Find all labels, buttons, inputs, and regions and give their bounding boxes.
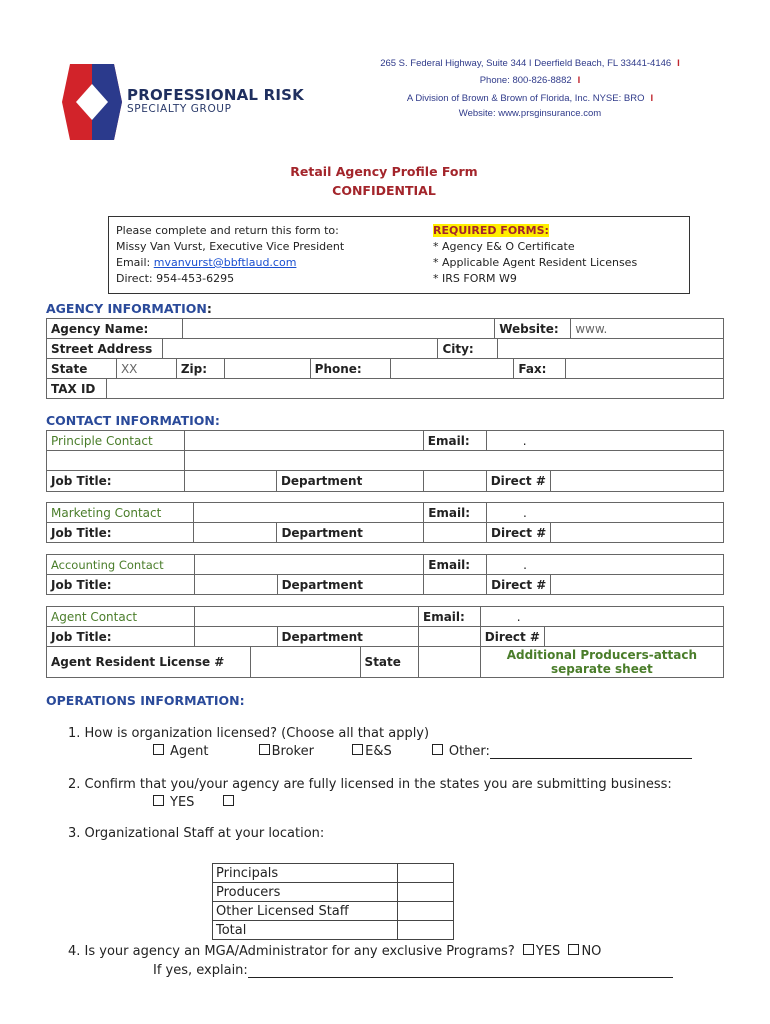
phone-label: Phone:: [310, 359, 390, 379]
principle-spacer: [47, 451, 185, 471]
accounting-job-title-field[interactable]: [194, 575, 277, 595]
agent-email-field[interactable]: .: [480, 607, 723, 627]
city-label: City:: [438, 339, 498, 359]
accounting-contact-field[interactable]: [194, 555, 424, 575]
marketing-direct-field[interactable]: [551, 523, 724, 543]
staff-principals-field[interactable]: [397, 864, 453, 883]
form-subtitle: CONFIDENTIAL: [332, 183, 436, 198]
staff-total-label: Total: [213, 921, 398, 940]
agent-license-label: Agent Resident License #: [47, 647, 251, 678]
header-website: Website: www.prsginsurance.com: [458, 108, 602, 119]
principle-email-field[interactable]: .: [486, 431, 723, 451]
principle-contact-label: Principle Contact: [47, 431, 185, 451]
accounting-direct-label: Direct #: [487, 575, 551, 595]
agency-name-field[interactable]: [182, 319, 494, 339]
marketing-job-title-field[interactable]: [194, 523, 277, 543]
explain-row: [153, 963, 673, 978]
q4-no-checkbox[interactable]: [568, 944, 579, 955]
instruction-text: Please complete and return this form to: Missy Van Vurst, Executive Vice President Email: mvanvurst@bbftlaud.com Direct: 954-453-6295: [116, 224, 345, 285]
company-logo-icon: [62, 64, 122, 140]
agent-contact-field[interactable]: [194, 607, 418, 627]
agent-job-title-field[interactable]: [194, 627, 277, 647]
state-row: [46, 358, 724, 379]
principle-job-title-field[interactable]: [184, 471, 276, 492]
marketing-direct-label: Direct #: [487, 523, 551, 543]
principle-direct-label: Direct #: [486, 471, 550, 492]
q4-yes-checkbox[interactable]: [523, 944, 534, 955]
agency-table: [46, 318, 724, 339]
agency-name-row: [47, 319, 724, 339]
principle-contact-field[interactable]: [184, 431, 423, 451]
agent-state-field[interactable]: [419, 647, 481, 678]
accounting-contact-label: Accounting Contact: [47, 555, 195, 575]
tax-id-label: TAX ID: [47, 379, 107, 399]
city-field[interactable]: [498, 339, 724, 359]
accounting-job-title-label: Job Title:: [47, 575, 195, 595]
fax-field[interactable]: [566, 359, 724, 379]
marketing-email-field[interactable]: .: [487, 503, 724, 523]
agent-license-field[interactable]: [250, 647, 360, 678]
operations-section-title: OPERATIONS INFORMATION:: [46, 693, 245, 708]
agent-email-label: Email:: [419, 607, 481, 627]
agent-department-field[interactable]: [419, 627, 481, 647]
principle-direct-field[interactable]: [550, 471, 723, 492]
state-label: State: [47, 359, 117, 379]
question-2: 2. Confirm that you/your agency are fully licensed in the states you are submitting business:: [68, 777, 672, 792]
principle-job-title-label: Job Title:: [47, 471, 185, 492]
zip-label: Zip:: [176, 359, 224, 379]
broker-checkbox[interactable]: [259, 744, 270, 755]
marketing-contact-label: Marketing Contact: [47, 503, 194, 523]
agent-direct-label: Direct #: [480, 627, 544, 647]
marketing-contact-field[interactable]: [194, 503, 424, 523]
staff-producers-field[interactable]: [397, 883, 453, 902]
accounting-department-field[interactable]: [424, 575, 487, 595]
accounting-email-label: Email:: [424, 555, 487, 575]
agent-department-label: Department: [277, 627, 418, 647]
staff-other-field[interactable]: [397, 902, 453, 921]
staff-principals-label: Principals: [213, 864, 398, 883]
es-checkbox[interactable]: [352, 744, 363, 755]
website-field[interactable]: www.: [571, 319, 724, 339]
street-label: Street Address: [47, 339, 163, 359]
header-address: 265 S. Federal Highway, Suite 344 I Deerfield Beach, FL 33441-4146 I: [380, 58, 680, 69]
question-4: 4. Is your agency an MGA/Administrator for any exclusive Programs? YES NO: [68, 944, 602, 959]
accounting-department-label: Department: [277, 575, 424, 595]
street-field[interactable]: [162, 339, 437, 359]
staff-total-field[interactable]: [397, 921, 453, 940]
q1-es-option[interactable]: E&S: [352, 744, 392, 759]
accounting-contact-table: [46, 554, 724, 595]
agent-direct-field[interactable]: [544, 627, 723, 647]
marketing-email-label: Email:: [424, 503, 487, 523]
agent-contact-label: Agent Contact: [47, 607, 195, 627]
q4-yes-option[interactable]: YES: [523, 944, 560, 959]
fax-label: Fax:: [514, 359, 566, 379]
marketing-job-title-label: Job Title:: [47, 523, 194, 543]
required-forms: REQUIRED FORMS: * Agency E& O Certificate * Applicable Agent Resident Licenses * IRS FORM W9: [433, 224, 638, 285]
agent-job-title-label: Job Title:: [47, 627, 195, 647]
q1-broker-option[interactable]: Broker: [259, 744, 314, 759]
principle-spacer-field[interactable]: [184, 451, 723, 471]
principle-contact-table: [46, 430, 724, 492]
required-forms-title: REQUIRED FORMS:: [433, 224, 549, 237]
agency-section-title: AGENCY INFORMATION:: [46, 301, 212, 316]
header-phone: Phone: 800-826-8882 I: [479, 75, 581, 86]
q2-options: [153, 795, 240, 810]
website-label: Website:: [495, 319, 571, 339]
form-title: Retail Agency Profile Form: [290, 164, 478, 179]
accounting-direct-field[interactable]: [551, 575, 724, 595]
logo-name: PROFESSIONAL RISK: [127, 86, 304, 104]
street-row: [46, 338, 724, 359]
tax-row: [46, 378, 724, 399]
q2-yes-option[interactable]: YES: [153, 795, 194, 810]
header-division: A Division of Brown & Brown of Florida, Inc. NYSE: BRO I: [406, 93, 654, 104]
state-field[interactable]: XX: [116, 359, 176, 379]
question-3: 3. Organizational Staff at your location:: [68, 826, 325, 841]
agent-state-label: State: [360, 647, 418, 678]
principle-email-label: Email:: [423, 431, 486, 451]
additional-producers-note: Additional Producers-attach separate sheet: [480, 647, 723, 678]
q1-agent-option[interactable]: Agent: [153, 744, 208, 759]
zip-field[interactable]: [224, 359, 310, 379]
marketing-contact-table: [46, 502, 724, 543]
staff-producers-label: Producers: [213, 883, 398, 902]
principle-department-label: Department: [276, 471, 423, 492]
phone-field[interactable]: [390, 359, 514, 379]
contact-section-title: CONTACT INFORMATION:: [46, 413, 220, 428]
q2-no-checkbox[interactable]: [223, 795, 234, 806]
question-1: 1. How is organization licensed? (Choose all that apply): [68, 726, 430, 741]
explain-label: If yes, explain:: [153, 963, 248, 978]
agency-name-label: Agency Name:: [47, 319, 183, 339]
explain-field[interactable]: [248, 963, 673, 978]
accounting-email-field[interactable]: .: [487, 555, 724, 575]
q1-other-option[interactable]: Other:: [432, 744, 692, 759]
marketing-department-field[interactable]: [424, 523, 487, 543]
other-checkbox[interactable]: [432, 744, 443, 755]
staff-other-label: Other Licensed Staff: [213, 902, 398, 921]
contact-email-link[interactable]: mvanvurst@bbftlaud.com: [153, 256, 297, 269]
agent-contact-table: [46, 606, 724, 678]
other-field[interactable]: [490, 744, 692, 759]
principle-department-field[interactable]: [423, 471, 486, 492]
marketing-department-label: Department: [277, 523, 424, 543]
agent-checkbox[interactable]: [153, 744, 164, 755]
tax-id-field[interactable]: [106, 379, 723, 399]
q1-options: [153, 744, 692, 759]
staff-table: [212, 863, 454, 940]
q2-yes-checkbox[interactable]: [153, 795, 164, 806]
logo-subname: SPECIALTY GROUP: [127, 103, 232, 115]
q4-no-option[interactable]: NO: [568, 944, 601, 959]
